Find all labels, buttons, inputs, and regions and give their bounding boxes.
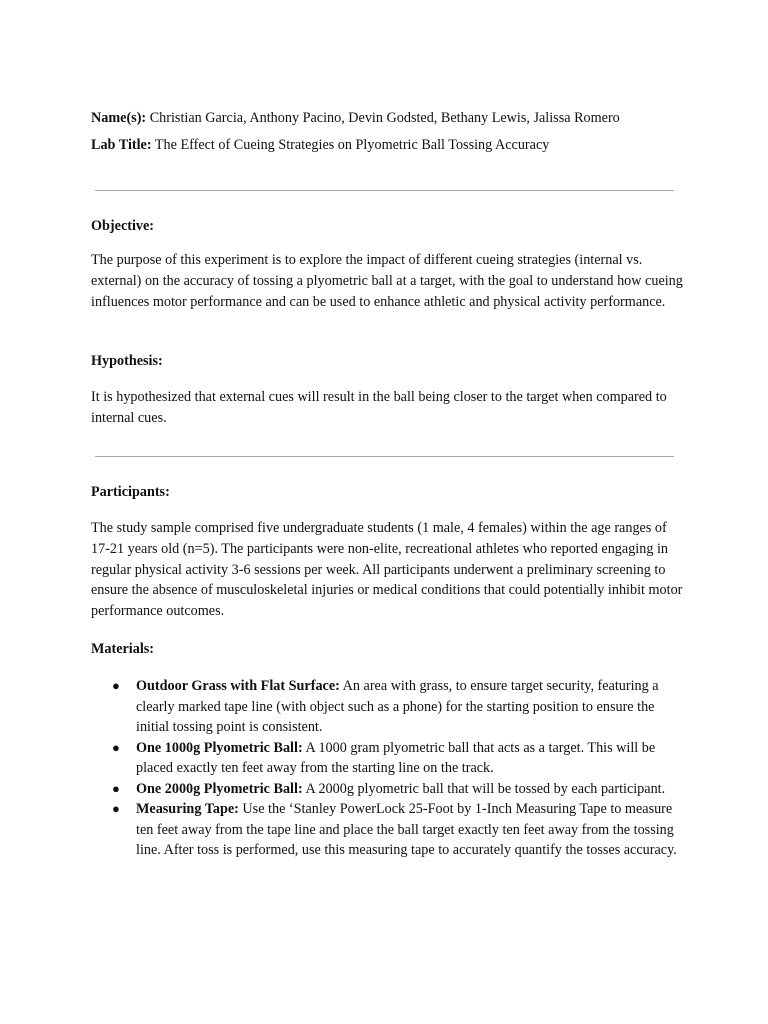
list-item xyxy=(112,799,682,861)
bullet-icon: ● xyxy=(112,801,120,816)
participants-text: The study sample comprised five undergraduate students (1 male, 4 females) within the age ranges of 17-21 years old (n=5). The participants were non-elite, recreational athletes who reported engaging in regular physical activity 3-6 sessions per week. All participants underwent a preliminary screening to ensure the absence of musculoskeletal injuries or medical conditions that could potentially inhibit motor performance outcomes. xyxy=(91,520,683,620)
material-text: A 1000 gram plyometric ball that acts as a target. This will be placed exactly ten feet away from the starting line on the track. xyxy=(136,739,656,776)
list-item xyxy=(112,779,682,800)
lab-title-value: The Effect of Cueing Strategies on Plyometric Ball Tossing Accuracy xyxy=(154,136,550,153)
divider-top xyxy=(95,190,674,191)
bullet-icon: ● xyxy=(112,780,120,796)
objective-heading: Objective: xyxy=(91,218,155,234)
material-label: Measuring Tape: xyxy=(136,801,239,817)
lab-title-label: Lab Title: xyxy=(91,136,152,153)
participants-heading: Participants: xyxy=(91,484,170,500)
material-label: One 1000g Plyometric Ball: xyxy=(136,739,303,756)
materials-heading: Materials: xyxy=(91,641,155,657)
divider-middle xyxy=(95,456,674,457)
material-text: Use the ‘Stanley PowerLock 25-Foot by 1-Inch Measuring Tape to measure ten feet away from the tape line and place the ball target exactly ten feet away from the tossing line. After toss is performed, use this measuring tape to accurately quantify the tosses accuracy. xyxy=(136,801,677,858)
lab-title-line xyxy=(91,135,681,156)
list-item xyxy=(112,676,682,738)
materials-list xyxy=(112,676,682,861)
names-line xyxy=(91,108,681,129)
material-text: A 2000g plyometric ball that will be tossed by each participant. xyxy=(305,780,666,797)
list-item xyxy=(112,738,682,779)
names-value: Christian Garcia, Anthony Pacino, Devin Godsted, Bethany Lewis, Jalissa Romero xyxy=(149,110,620,126)
material-label: Outdoor Grass with Flat Surface: xyxy=(136,678,340,694)
hypothesis-heading: Hypothesis: xyxy=(91,353,163,369)
header-block xyxy=(91,108,681,155)
hypothesis-text: It is hypothesized that external cues will result in the ball being closer to the target when compared to internal cues. xyxy=(91,389,667,426)
names-label: Name(s): xyxy=(91,110,147,126)
bullet-icon: ● xyxy=(112,678,120,693)
material-text: An area with grass, to ensure target security, featuring a clearly marked tape line (with object such as a phone) for the starting position to ensure the initial tossing point is consistent. xyxy=(136,678,659,735)
bullet-icon: ● xyxy=(112,739,120,755)
objective-text: The purpose of this experiment is to explore the impact of different cueing strategies (internal vs. external) on the accuracy of tossing a plyometric ball at a target, with the goal to understand how cueing influences motor performance and can be used to enhance athletic and physical activity performance. xyxy=(91,252,683,310)
material-label: One 2000g Plyometric Ball: xyxy=(136,780,303,797)
